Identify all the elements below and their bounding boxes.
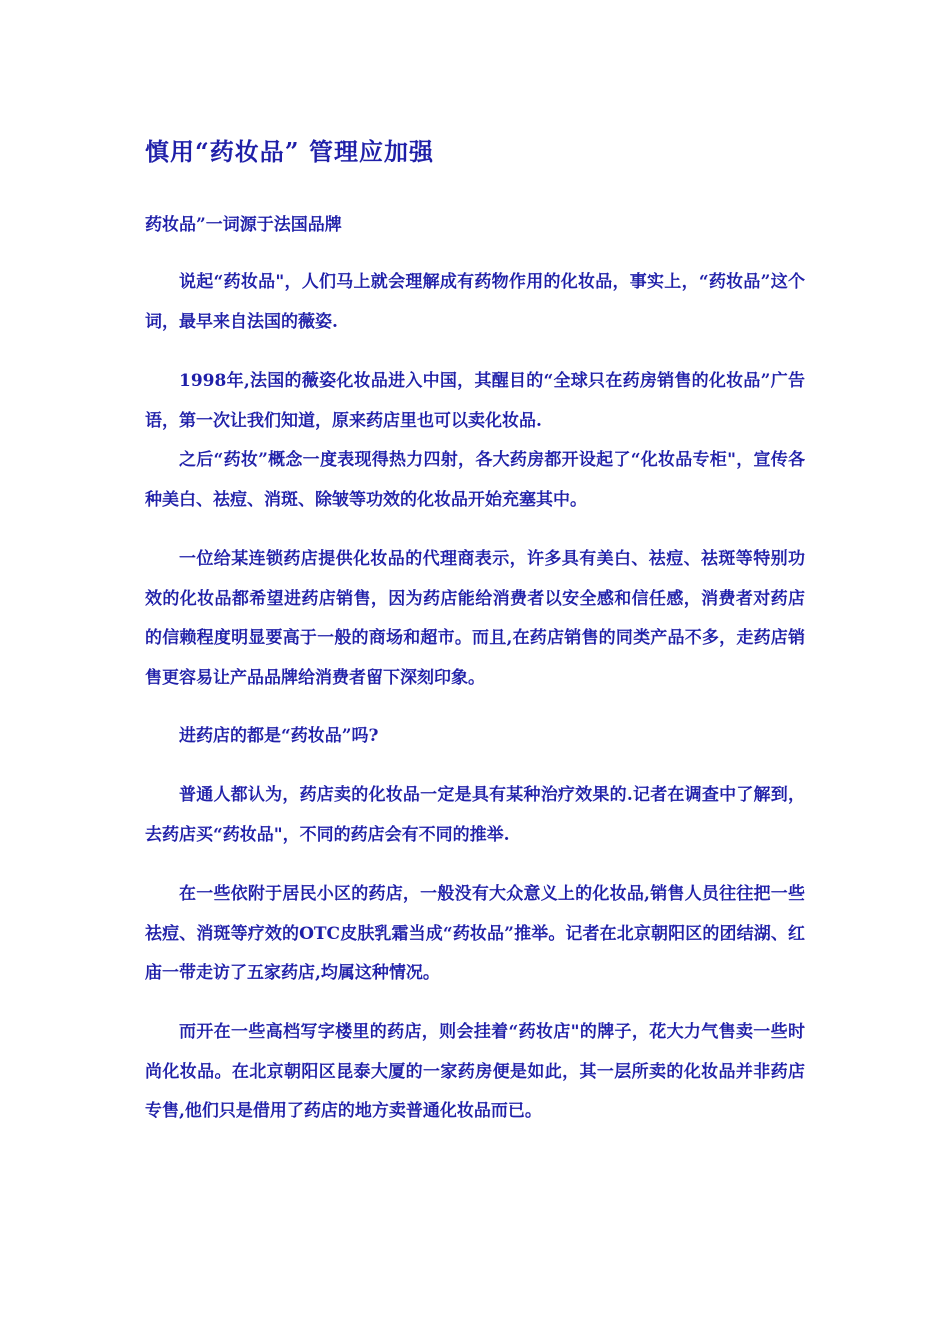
paragraph-7: 在一些依附于居民小区的药店，一般没有大众意义上的化妆品,销售人员往往把一些祛痘、消斑等疗效的OTC皮肤乳霜当成“药妆品”推举。记者在北京朝阳区的团结湖、红庙一带走访了五家药店,均属这种情况。 <box>145 884 805 983</box>
paragraph-6: 普通人都认为，药店卖的化妆品一定是具有某种治疗效果的.记者在调查中了解到，去药店买“药妆品"，不同的药店会有不同的推举. <box>145 785 805 845</box>
paragraph-1: 说起“药妆品"，人们马上就会理解成有药物作用的化妆品，事实上，“药妆品”这个词，最早来自法国的薇姿. <box>145 272 805 332</box>
paragraph-2: 1998年,法国的薇姿化妆品进入中国，其醒目的“全球只在药房销售的化妆品”广告语，第一次让我们知道，原来药店里也可以卖化妆品. <box>145 371 805 431</box>
section-subtitle: 药妆品”一词源于法国品牌 <box>145 215 342 235</box>
paragraph-8: 而开在一些高档写字楼里的药店，则会挂着“药妆店"的牌子，花大力气售卖一些时尚化妆品。在北京朝阳区昆泰大厦的一家药房便是如此，其一层所卖的化妆品并非药店专售,他们只是借用了药店的地方卖普通化妆品而已。 <box>145 1022 805 1121</box>
paragraph-3: 之后“药妆”概念一度表现得热力四射，各大药房都开设起了“化妆品专柜"，宣传各种美白、祛痘、消斑、除皱等功效的化妆品开始充塞其中。 <box>145 450 805 510</box>
paragraph-4: 一位给某连锁药店提供化妆品的代理商表示，许多具有美白、祛痘、祛斑等特别功效的化妆品都希望进药店销售，因为药店能给消费者以安全感和信任感，消费者对药店的信赖程度明显要高于一般的商场和超市。而且,在药店销售的同类产品不多，走药店销售更容易让产品品牌给消费者留下深刻印象。 <box>145 549 805 688</box>
paragraph-question: 进药店的都是“药妆品”吗? <box>179 726 379 746</box>
page-title: 慎用“药妆品” 管理应加强 <box>145 137 434 166</box>
